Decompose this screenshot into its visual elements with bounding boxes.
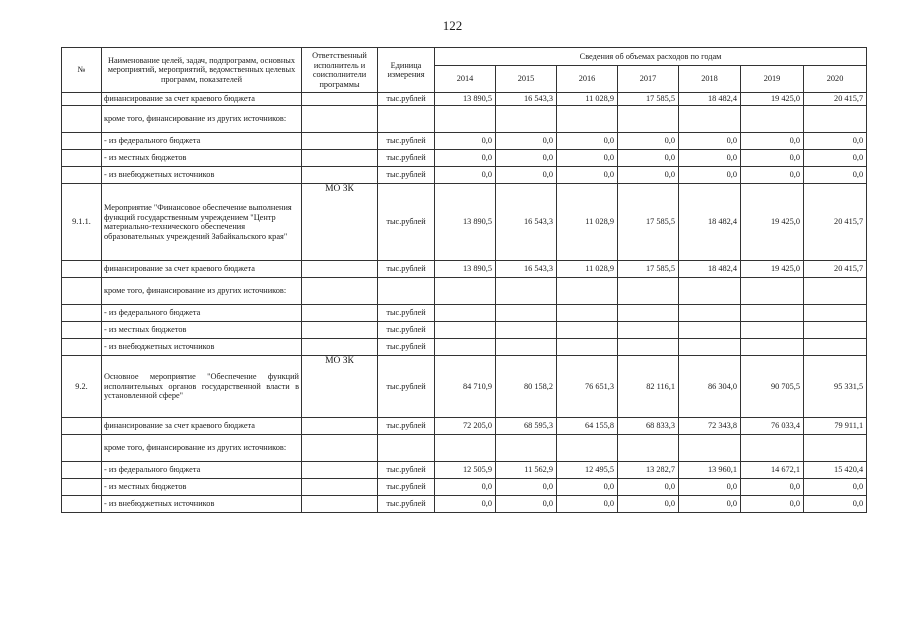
row-responsible: МО ЗК <box>302 184 378 261</box>
header-year: 2017 <box>618 66 679 93</box>
row-name: Мероприятие "Финансовое обеспечение выполнения функций государственным учреждением "Центр материально-технического обеспечения образовательных учреждений Забайкальского края" <box>102 184 302 261</box>
row-value <box>496 339 557 356</box>
row-value <box>435 435 496 462</box>
row-value: 18 482,4 <box>679 184 741 261</box>
row-value <box>804 106 867 133</box>
row-unit: тыс.рублей <box>378 167 435 184</box>
row-unit: тыс.рублей <box>378 356 435 418</box>
row-value: 19 425,0 <box>741 261 804 278</box>
row-value: 0,0 <box>435 496 496 513</box>
table-row <box>62 496 867 513</box>
row-number <box>62 418 102 435</box>
table-row <box>62 339 867 356</box>
row-value <box>557 322 618 339</box>
row-value <box>618 106 679 133</box>
row-value: 90 705,5 <box>741 356 804 418</box>
header-num: № <box>62 48 102 93</box>
row-value: 17 585,5 <box>618 93 679 106</box>
row-responsible <box>302 305 378 322</box>
row-value: 86 304,0 <box>679 356 741 418</box>
row-number <box>62 106 102 133</box>
row-number <box>62 339 102 356</box>
row-value: 16 543,3 <box>496 261 557 278</box>
row-responsible <box>302 150 378 167</box>
row-number <box>62 278 102 305</box>
row-value: 0,0 <box>618 496 679 513</box>
row-responsible <box>302 339 378 356</box>
row-responsible <box>302 496 378 513</box>
row-value: 11 028,9 <box>557 184 618 261</box>
table-row <box>62 133 867 150</box>
row-value: 18 482,4 <box>679 93 741 106</box>
row-value <box>618 278 679 305</box>
row-value: 0,0 <box>496 133 557 150</box>
row-value: 0,0 <box>741 167 804 184</box>
table-row <box>62 322 867 339</box>
row-name: финансирование за счет краевого бюджета <box>102 93 302 106</box>
row-value: 0,0 <box>496 150 557 167</box>
header-year: 2015 <box>496 66 557 93</box>
row-value: 0,0 <box>679 150 741 167</box>
row-unit: тыс.рублей <box>378 93 435 106</box>
row-value: 64 155,8 <box>557 418 618 435</box>
table-row <box>62 184 867 261</box>
row-unit: тыс.рублей <box>378 305 435 322</box>
row-value <box>435 278 496 305</box>
row-number <box>62 133 102 150</box>
table-row <box>62 261 867 278</box>
row-number: 9.1.1. <box>62 184 102 261</box>
table-row <box>62 305 867 322</box>
row-responsible <box>302 133 378 150</box>
row-value: 0,0 <box>557 496 618 513</box>
row-value: 0,0 <box>618 479 679 496</box>
row-responsible: МО ЗК <box>302 356 378 418</box>
row-value <box>496 305 557 322</box>
row-value: 0,0 <box>741 133 804 150</box>
row-responsible <box>302 418 378 435</box>
row-name: - из федерального бюджета <box>102 305 302 322</box>
header-expenses-title: Сведения об объемах расходов по годам <box>435 48 867 66</box>
row-value: 12 495,5 <box>557 462 618 479</box>
row-value: 11 562,9 <box>496 462 557 479</box>
row-value: 13 890,5 <box>435 184 496 261</box>
row-name: - из местных бюджетов <box>102 479 302 496</box>
row-name: - из местных бюджетов <box>102 150 302 167</box>
row-value: 72 205,0 <box>435 418 496 435</box>
row-value: 20 415,7 <box>804 184 867 261</box>
row-value <box>435 106 496 133</box>
row-value: 0,0 <box>557 167 618 184</box>
table-row <box>62 167 867 184</box>
row-number <box>62 479 102 496</box>
row-unit: тыс.рублей <box>378 462 435 479</box>
row-value: 0,0 <box>557 133 618 150</box>
row-value: 68 833,3 <box>618 418 679 435</box>
expenses-table <box>61 47 867 513</box>
row-value: 80 158,2 <box>496 356 557 418</box>
row-value <box>557 435 618 462</box>
row-value <box>618 435 679 462</box>
table-row <box>62 278 867 305</box>
row-value: 0,0 <box>804 496 867 513</box>
row-value: 0,0 <box>435 133 496 150</box>
row-value <box>557 106 618 133</box>
row-responsible <box>302 479 378 496</box>
row-value: 0,0 <box>679 496 741 513</box>
row-unit: тыс.рублей <box>378 133 435 150</box>
row-value <box>679 305 741 322</box>
row-value: 11 028,9 <box>557 93 618 106</box>
row-name: кроме того, финансирование из других источников: <box>102 435 302 462</box>
row-value: 0,0 <box>679 167 741 184</box>
header-unit: Единица измерения <box>378 48 435 93</box>
row-value: 68 595,3 <box>496 418 557 435</box>
row-value <box>618 339 679 356</box>
row-value: 0,0 <box>741 496 804 513</box>
row-value <box>496 435 557 462</box>
row-value: 0,0 <box>435 479 496 496</box>
table-row <box>62 418 867 435</box>
row-value: 0,0 <box>741 479 804 496</box>
row-value: 95 331,5 <box>804 356 867 418</box>
row-value: 0,0 <box>557 479 618 496</box>
header-responsible: Ответственный исполнитель и соисполнители программы <box>302 48 378 93</box>
row-value: 84 710,9 <box>435 356 496 418</box>
row-value <box>741 339 804 356</box>
page-number: 122 <box>442 18 463 33</box>
row-value: 17 585,5 <box>618 184 679 261</box>
row-value: 16 543,3 <box>496 93 557 106</box>
row-value: 0,0 <box>804 133 867 150</box>
row-value <box>435 322 496 339</box>
row-value: 13 282,7 <box>618 462 679 479</box>
row-value: 82 116,1 <box>618 356 679 418</box>
row-responsible <box>302 278 378 305</box>
row-name: - из внебюджетных источников <box>102 496 302 513</box>
header-year: 2014 <box>435 66 496 93</box>
row-value <box>804 305 867 322</box>
row-value: 0,0 <box>741 150 804 167</box>
row-number <box>62 167 102 184</box>
row-value: 17 585,5 <box>618 261 679 278</box>
row-number <box>62 305 102 322</box>
row-value <box>496 278 557 305</box>
row-value <box>557 278 618 305</box>
row-unit <box>378 106 435 133</box>
row-value <box>618 305 679 322</box>
row-unit: тыс.рублей <box>378 418 435 435</box>
row-number: 9.2. <box>62 356 102 418</box>
row-value <box>435 305 496 322</box>
row-value: 15 420,4 <box>804 462 867 479</box>
row-value: 76 651,3 <box>557 356 618 418</box>
row-responsible <box>302 322 378 339</box>
row-value: 13 890,5 <box>435 261 496 278</box>
row-value: 19 425,0 <box>741 184 804 261</box>
row-responsible <box>302 93 378 106</box>
row-value <box>679 435 741 462</box>
row-value: 0,0 <box>618 150 679 167</box>
row-value <box>804 322 867 339</box>
row-value: 76 033,4 <box>741 418 804 435</box>
row-value: 0,0 <box>435 167 496 184</box>
row-value <box>804 339 867 356</box>
row-responsible <box>302 435 378 462</box>
row-value: 0,0 <box>804 167 867 184</box>
header-year: 2019 <box>741 66 804 93</box>
row-value: 19 425,0 <box>741 93 804 106</box>
row-name: - из федерального бюджета <box>102 462 302 479</box>
row-value <box>679 278 741 305</box>
row-name: финансирование за счет краевого бюджета <box>102 418 302 435</box>
row-value <box>741 322 804 339</box>
row-name: кроме того, финансирование из других источников: <box>102 106 302 133</box>
row-value <box>618 322 679 339</box>
row-value <box>741 278 804 305</box>
table-row <box>62 435 867 462</box>
row-responsible <box>302 462 378 479</box>
row-value <box>557 305 618 322</box>
row-value <box>741 435 804 462</box>
row-value: 0,0 <box>496 496 557 513</box>
row-name: - из внебюджетных источников <box>102 167 302 184</box>
row-unit: тыс.рублей <box>378 184 435 261</box>
row-value: 0,0 <box>679 479 741 496</box>
row-value: 13 890,5 <box>435 93 496 106</box>
row-value: 0,0 <box>496 167 557 184</box>
row-value: 12 505,9 <box>435 462 496 479</box>
row-number <box>62 462 102 479</box>
row-value: 0,0 <box>804 150 867 167</box>
row-name: кроме того, финансирование из других источников: <box>102 278 302 305</box>
row-value: 0,0 <box>618 133 679 150</box>
row-value: 11 028,9 <box>557 261 618 278</box>
table-row <box>62 150 867 167</box>
table-row <box>62 479 867 496</box>
row-value: 20 415,7 <box>804 93 867 106</box>
row-unit: тыс.рублей <box>378 150 435 167</box>
row-unit <box>378 435 435 462</box>
header-year: 2018 <box>679 66 741 93</box>
row-value: 20 415,7 <box>804 261 867 278</box>
row-value <box>804 278 867 305</box>
row-number <box>62 150 102 167</box>
row-value <box>741 305 804 322</box>
header-year: 2016 <box>557 66 618 93</box>
row-value <box>741 106 804 133</box>
row-number <box>62 322 102 339</box>
header-year: 2020 <box>804 66 867 93</box>
row-value <box>679 339 741 356</box>
row-unit: тыс.рублей <box>378 322 435 339</box>
row-value: 0,0 <box>618 167 679 184</box>
row-value <box>435 339 496 356</box>
row-value <box>679 106 741 133</box>
row-value: 14 672,1 <box>741 462 804 479</box>
table-row <box>62 356 867 418</box>
row-name: - из внебюджетных источников <box>102 339 302 356</box>
row-value <box>496 322 557 339</box>
row-value <box>679 322 741 339</box>
row-name: финансирование за счет краевого бюджета <box>102 261 302 278</box>
row-value <box>557 339 618 356</box>
table-row <box>62 462 867 479</box>
row-value <box>496 106 557 133</box>
row-unit: тыс.рублей <box>378 496 435 513</box>
row-number <box>62 261 102 278</box>
row-value <box>804 435 867 462</box>
row-name: - из местных бюджетов <box>102 322 302 339</box>
row-number <box>62 496 102 513</box>
row-value: 0,0 <box>679 133 741 150</box>
row-value: 0,0 <box>435 150 496 167</box>
row-unit: тыс.рублей <box>378 261 435 278</box>
row-value: 0,0 <box>804 479 867 496</box>
row-value: 13 960,1 <box>679 462 741 479</box>
row-unit <box>378 278 435 305</box>
row-value: 0,0 <box>557 150 618 167</box>
row-number <box>62 435 102 462</box>
row-value: 72 343,8 <box>679 418 741 435</box>
row-responsible <box>302 261 378 278</box>
table-row <box>62 93 867 106</box>
table-row <box>62 106 867 133</box>
row-value: 0,0 <box>496 479 557 496</box>
row-responsible <box>302 167 378 184</box>
row-name: - из федерального бюджета <box>102 133 302 150</box>
row-name: Основное мероприятие "Обеспечение функций исполнительных органов государственной власти в установленной сфере" <box>102 356 302 418</box>
row-value: 18 482,4 <box>679 261 741 278</box>
row-number <box>62 93 102 106</box>
row-responsible <box>302 106 378 133</box>
row-unit: тыс.рублей <box>378 479 435 496</box>
row-value: 79 911,1 <box>804 418 867 435</box>
header-name: Наименование целей, задач, подпрограмм, основных мероприятий, мероприятий, ведомственных целевых программ, показателей <box>102 48 302 93</box>
row-unit: тыс.рублей <box>378 339 435 356</box>
row-value: 16 543,3 <box>496 184 557 261</box>
